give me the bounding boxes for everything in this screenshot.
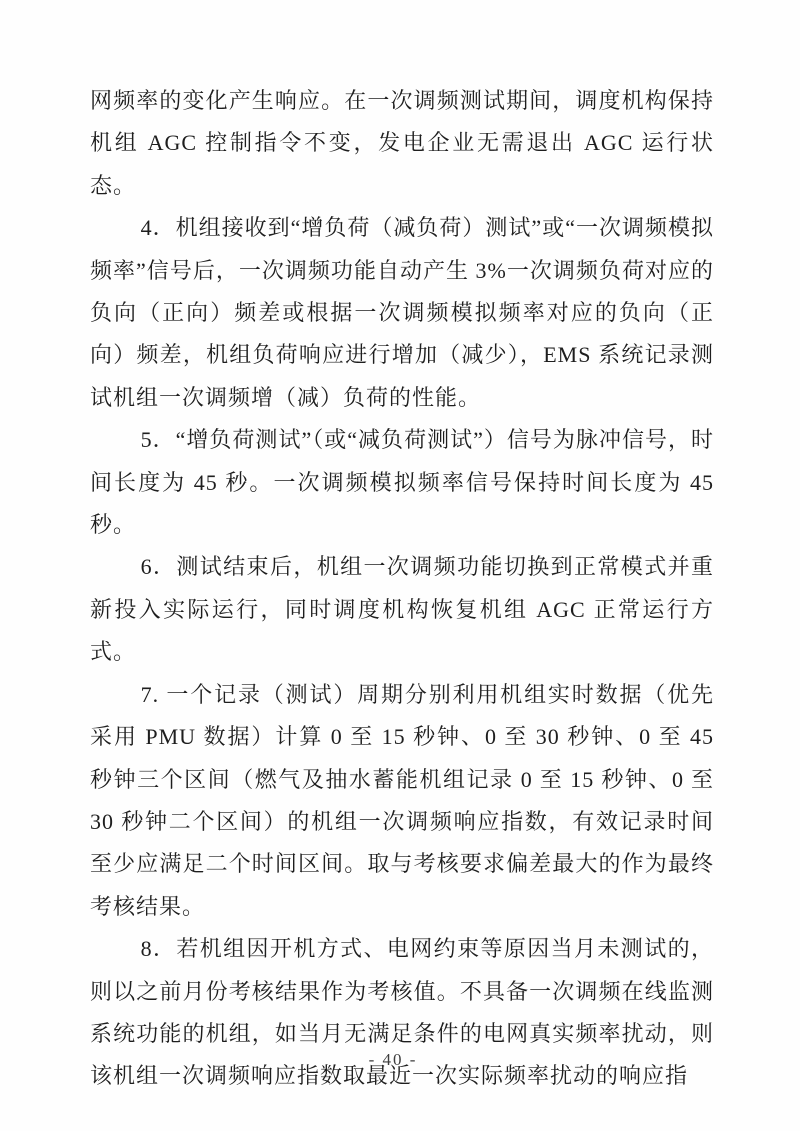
page-number: - 40 -	[368, 1050, 418, 1069]
paragraph-continuation: 网频率的变化产生响应。在一次调频测试期间，调度机构保持机组 AGC 控制指令不变，发电企业无需退出 AGC 运行状态。	[90, 88, 714, 198]
paragraph-item-7: 7. 一个记录（测试）周期分别利用机组实时数据（优先采用 PMU 数据）计算 0 至 15 秒钟、0 至 30 秒钟、0 至 45 秒钟三个区间（燃气及抽水蓄能机组记录 0 至 15 秒钟、0 至 30 秒钟二个区间）的机组一次调频响应指数，有效记录时间至少应满足二个时间区间。取与考核要求偏差最大的作为最终考核结果。	[90, 681, 714, 919]
paragraph-item-6: 6．测试结束后，机组一次调频功能切换到正常模式并重新投入实际运行，同时调度机构恢复机组 AGC 正常运行方式。	[90, 554, 714, 665]
paragraph-item-5: 5．“增负荷测试”（或“减负荷测试”）信号为脉冲信号，时间长度为 45 秒。一次调频模拟频率信号保持时间长度为 45 秒。	[90, 427, 714, 538]
paragraph-item-4: 4．机组接收到“增负荷（减负荷）测试”或“一次调频模拟频率”信号后，一次调频功能自动产生 3%一次调频负荷对应的负向（正向）频差或根据一次调频模拟频率对应的负向（正向）频差，机组负荷响应进行增加（减少），EMS 系统记录测试机组一次调频增（减）负荷的性能。	[90, 215, 714, 410]
body-text	[90, 80, 714, 1098]
paragraph-item-8: 8．若机组因开机方式、电网约束等原因当月未测试的，则以之前月份考核结果作为考核值。不具备一次调频在线监测系统功能的机组，如当月无满足条件的电网真实频率扰动，则该机组一次调频响应指数取最近一次实际频率扰动的响应指	[90, 936, 714, 1089]
